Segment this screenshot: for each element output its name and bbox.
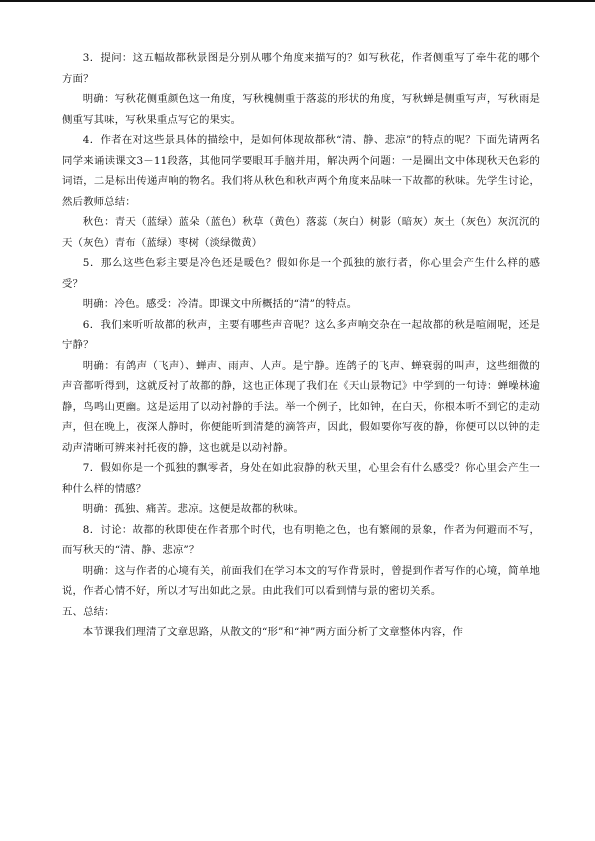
question-6: 6．我们来听听故都的秋声，主要有哪些声音呢？这么多声响交杂在一起故都的秋是喧闹呢，还是宁静？ <box>62 318 540 351</box>
page-top-rule <box>0 0 595 2</box>
question-3: 3．提问：这五幅故都秋景图是分别从哪个角度来描写的？如写秋花，作者侧重写了牵牛花的哪个方面？ <box>62 52 540 85</box>
answer-6: 明确：有鸽声（飞声）、蝉声、雨声、人声。是宁静。连鸽子的飞声、蝉衰弱的叫声，这些细微的声音都听得到，这就反衬了故都的静，这也正体现了我们在《天山景物记》中学到的一句诗：蝉噪林逾静，鸟鸣山更幽。这是运用了以动衬静的手法。举一个例子，比如钟，在白天，你根本听不到它的走动声，但在晚上，夜深人静时，你便能听到清楚的滴答声，因此，假如要你写夜的静，你便可以以钟的走动声清晰可辨来衬托夜的静，这也就是以动衬静。 <box>62 359 540 454</box>
section-heading-summary: 五、总结： <box>62 605 115 618</box>
question-5: 5．那么这些色彩主要是冷色还是暖色？假如你是一个孤独的旅行者，你心里会产生什么样的感受？ <box>62 257 540 290</box>
answer-3: 明确：写秋花侧重颜色这一角度，写秋槐侧重于落蕊的形状的角度，写秋蝉是侧重写声，写秋雨是侧重写其味，写秋果重点写它的果实。 <box>62 93 540 126</box>
autumn-colors-list: 秋色：青天（蓝绿）蓝朵（蓝色）秋草（黄色）落蕊（灰白）树影（暗灰）灰土（灰色）灰沉沉的天（灰色）青布（蓝绿）枣树（淡绿微黄） <box>62 216 540 249</box>
question-4: 4．作者在对这些景具体的描绘中，是如何体现故都秋“清、静、悲凉”的特点的呢？下面先请两名同学来诵读课文3－11段落，其他同学要眼耳手脑并用，解决两个问题：一是圈出文中体现秋天色彩的词语，二是标出传递声响的物名。我们将从秋色和秋声两个角度来品味一下故都的秋味。先学生讨论，然后教师总结： <box>62 134 540 208</box>
question-7: 7．假如你是一个孤独的飘零者，身处在如此寂静的秋天里，心里会有什么感受？你心里会产生一种什么样的情感？ <box>62 462 540 495</box>
summary-paragraph: 本节课我们理清了文章思路，从散文的“形”和“神”两方面分析了文章整体内容，作 <box>82 626 464 638</box>
answer-8: 明确：这与作者的心境有关，前面我们在学习本文的写作背景时，曾提到作者写作的心境，简单地说，作者心情不好，所以才写出如此之景。由此我们可以看到情与景的密切关系。 <box>62 564 540 597</box>
answer-7: 明确：孤独、痛苦。悲凉。这便是故都的秋味。 <box>82 503 305 515</box>
answer-5: 明确：冷色。感受：冷清。即课文中所概括的“清”的特点。 <box>82 298 358 310</box>
question-8: 8．讨论：故都的秋即使在作者那个时代，也有明艳之色，也有繁闹的景象，作者为何避而不写，而写秋天的“清、静、悲凉”？ <box>62 523 540 556</box>
document-body <box>62 48 540 643</box>
